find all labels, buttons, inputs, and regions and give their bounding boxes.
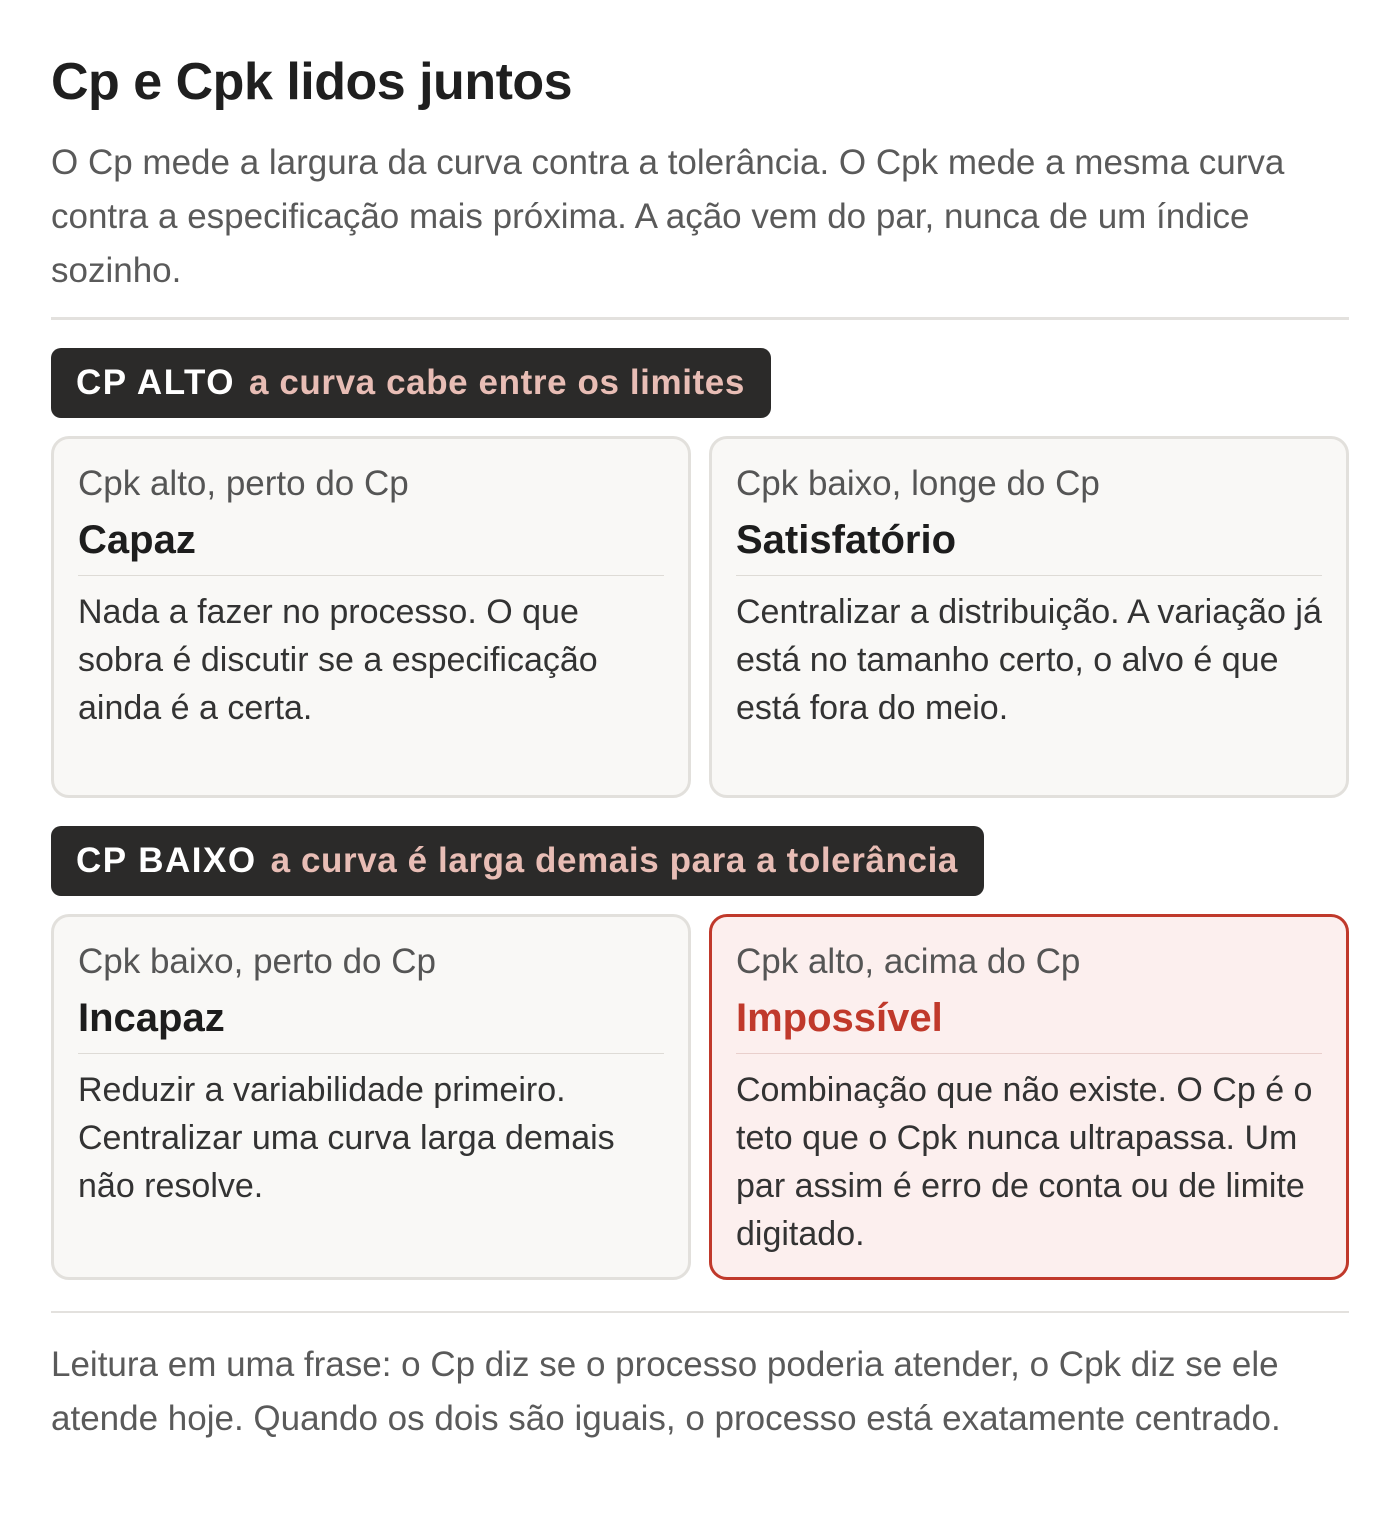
section-tag-cp-baixo — [51, 826, 984, 896]
card-condition: Cpk alto, perto do Cp — [78, 464, 409, 503]
section-tag-cp-alto — [51, 348, 771, 418]
card-condition: Cpk alto, acima do Cp — [736, 942, 1081, 981]
section-key: CP BAIXO — [76, 841, 257, 880]
summary-text: Leitura em uma frase: o Cp diz se o processo poderia atender, o Cpk diz se ele atende hoje. Quando os dois são iguais, o processo está exatamente centrado. — [51, 1345, 1281, 1438]
card-action: Combinação que não existe. O Cp é o teto que o Cpk nunca ultrapassa. Um par assim é erro de conta ou de limite digitado. — [736, 1071, 1313, 1253]
bottom-divider — [51, 1311, 1349, 1313]
section-desc: a curva é larga demais para a tolerância — [270, 841, 958, 880]
card-action: Nada a fazer no processo. O que sobra é discutir se a especificação ainda é a certa. — [78, 593, 598, 727]
card-incapaz — [51, 914, 691, 1280]
intro-text: O Cp mede a largura da curva contra a tolerância. O Cpk mede a mesma curva contra a especificação mais próxima. A ação vem do par, nunca de um índice sozinho. — [51, 143, 1285, 290]
page-title: Cp e Cpk lidos juntos — [51, 53, 573, 111]
card-impossivel — [709, 914, 1349, 1280]
card-capaz — [51, 436, 691, 798]
section-desc: a curva cabe entre os limites — [248, 363, 745, 402]
top-divider — [51, 317, 1349, 320]
card-verdict: Capaz — [78, 516, 664, 576]
card-verdict: Incapaz — [78, 994, 664, 1054]
card-condition: Cpk baixo, perto do Cp — [78, 942, 436, 981]
card-verdict: Impossível — [736, 994, 1322, 1054]
card-action: Reduzir a variabilidade primeiro. Centralizar uma curva larga demais não resolve. — [78, 1071, 615, 1205]
card-satisfatorio — [709, 436, 1349, 798]
section-key: CP ALTO — [76, 363, 235, 402]
card-verdict: Satisfatório — [736, 516, 1322, 576]
card-action: Centralizar a distribuição. A variação já está no tamanho certo, o alvo é que está fora do meio. — [736, 593, 1322, 727]
card-condition: Cpk baixo, longe do Cp — [736, 464, 1100, 503]
